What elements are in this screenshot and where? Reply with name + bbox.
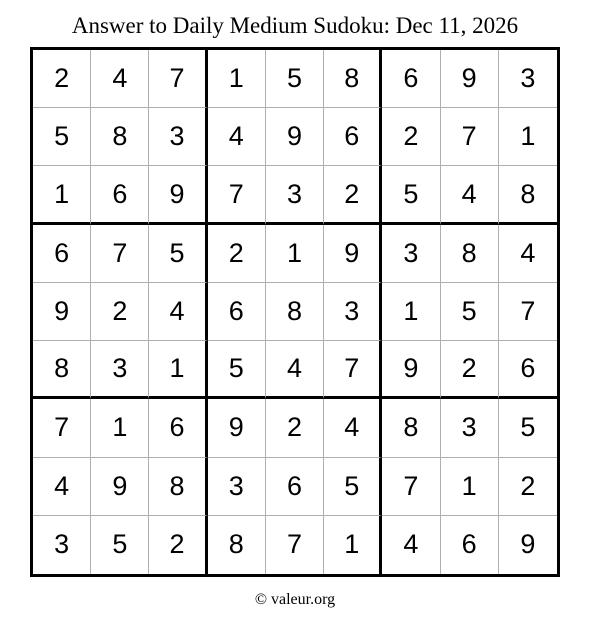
sudoku-cell-r5-c8: 5 <box>441 283 499 341</box>
sudoku-cell-r4-c1: 6 <box>33 225 91 283</box>
sudoku-cell-r4-c8: 8 <box>441 225 499 283</box>
sudoku-cell-r5-c5: 8 <box>266 283 324 341</box>
sudoku-cell-r3-c8: 4 <box>441 166 499 224</box>
sudoku-cell-r3-c9: 8 <box>499 166 557 224</box>
sudoku-cell-r9-c6: 1 <box>324 516 382 574</box>
sudoku-cell-r2-c4: 4 <box>208 108 266 166</box>
sudoku-cell-r5-c7: 1 <box>382 283 440 341</box>
sudoku-cell-r5-c3: 4 <box>149 283 207 341</box>
sudoku-cell-r7-c1: 7 <box>33 399 91 457</box>
sudoku-cell-r7-c4: 9 <box>208 399 266 457</box>
sudoku-cell-r2-c1: 5 <box>33 108 91 166</box>
sudoku-cell-r3-c2: 6 <box>91 166 149 224</box>
sudoku-cell-r3-c7: 5 <box>382 166 440 224</box>
sudoku-cell-r1-c4: 1 <box>208 50 266 108</box>
copyright-footer: © valeur.org <box>254 591 336 608</box>
sudoku-cell-r8-c9: 2 <box>499 458 557 516</box>
sudoku-cell-r7-c2: 1 <box>91 399 149 457</box>
sudoku-cell-r9-c5: 7 <box>266 516 324 574</box>
sudoku-cell-r5-c1: 9 <box>33 283 91 341</box>
sudoku-cell-r1-c8: 9 <box>441 50 499 108</box>
sudoku-cell-r8-c4: 3 <box>208 458 266 516</box>
sudoku-cell-r7-c3: 6 <box>149 399 207 457</box>
sudoku-cell-r8-c6: 5 <box>324 458 382 516</box>
sudoku-cell-r1-c2: 4 <box>91 50 149 108</box>
sudoku-cell-r4-c2: 7 <box>91 225 149 283</box>
sudoku-cell-r2-c6: 6 <box>324 108 382 166</box>
sudoku-cell-r1-c7: 6 <box>382 50 440 108</box>
sudoku-cell-r7-c6: 4 <box>324 399 382 457</box>
sudoku-cell-r9-c7: 4 <box>382 516 440 574</box>
sudoku-cell-r7-c8: 3 <box>441 399 499 457</box>
sudoku-cell-r7-c5: 2 <box>266 399 324 457</box>
sudoku-cell-r2-c8: 7 <box>441 108 499 166</box>
sudoku-cell-r8-c8: 1 <box>441 458 499 516</box>
sudoku-cell-r7-c7: 8 <box>382 399 440 457</box>
sudoku-cell-r9-c1: 3 <box>33 516 91 574</box>
sudoku-cell-r1-c3: 7 <box>149 50 207 108</box>
sudoku-board <box>30 47 560 577</box>
sudoku-cell-r6-c2: 3 <box>91 341 149 399</box>
sudoku-cell-r2-c3: 3 <box>149 108 207 166</box>
sudoku-cell-r2-c7: 2 <box>382 108 440 166</box>
sudoku-cell-r6-c7: 9 <box>382 341 440 399</box>
sudoku-cell-r3-c3: 9 <box>149 166 207 224</box>
sudoku-cell-r6-c1: 8 <box>33 341 91 399</box>
sudoku-cell-r8-c5: 6 <box>266 458 324 516</box>
sudoku-cell-r4-c9: 4 <box>499 225 557 283</box>
sudoku-cell-r1-c5: 5 <box>266 50 324 108</box>
sudoku-cell-r3-c5: 3 <box>266 166 324 224</box>
sudoku-cell-r8-c3: 8 <box>149 458 207 516</box>
sudoku-cell-r1-c9: 3 <box>499 50 557 108</box>
sudoku-cell-r9-c9: 9 <box>520 529 536 560</box>
sudoku-cell-r9-c2: 5 <box>91 516 149 574</box>
sudoku-cell-r8-c1: 4 <box>33 458 91 516</box>
sudoku-cell-r8-c2: 9 <box>91 458 149 516</box>
sudoku-cell-r5-c6: 3 <box>324 283 382 341</box>
sudoku-cell-r2-c2: 8 <box>91 108 149 166</box>
sudoku-cell-r1-c1: 2 <box>33 50 91 108</box>
sudoku-cell-r9-c3: 2 <box>149 516 207 574</box>
sudoku-cell-r6-c8: 2 <box>441 341 499 399</box>
sudoku-cell-r4-c4: 2 <box>208 225 266 283</box>
sudoku-cell-r2-c9: 1 <box>499 108 557 166</box>
sudoku-cell-r7-c9: 5 <box>499 399 557 457</box>
sudoku-cell-r8-c7: 7 <box>382 458 440 516</box>
sudoku-cell-r3-c1: 1 <box>33 166 91 224</box>
sudoku-cell-r6-c9: 6 <box>499 341 557 399</box>
sudoku-cell-r3-c4: 7 <box>208 166 266 224</box>
sudoku-cell-r6-c3: 1 <box>149 341 207 399</box>
sudoku-cell-r4-c5: 1 <box>266 225 324 283</box>
page-title: Answer to Daily Medium Sudoku: Dec 11, 2026 <box>71 13 519 38</box>
sudoku-cell-r5-c4: 6 <box>208 283 266 341</box>
sudoku-cell-r5-c9: 7 <box>499 283 557 341</box>
sudoku-cell-r5-c2: 2 <box>91 283 149 341</box>
sudoku-cell-r9-c8: 6 <box>441 516 499 574</box>
sudoku-cell-r4-c6: 9 <box>324 225 382 283</box>
sudoku-cell-r6-c4: 5 <box>208 341 266 399</box>
sudoku-cell-r2-c5: 9 <box>266 108 324 166</box>
sudoku-cell-r6-c6: 7 <box>324 341 382 399</box>
sudoku-cell-r3-c6: 2 <box>324 166 382 224</box>
sudoku-cell-r9-c4: 8 <box>208 516 266 574</box>
sudoku-cell-r1-c6: 8 <box>324 50 382 108</box>
sudoku-cell-r4-c3: 5 <box>149 225 207 283</box>
sudoku-cell-r4-c7: 3 <box>382 225 440 283</box>
sudoku-cell-r6-c5: 4 <box>266 341 324 399</box>
